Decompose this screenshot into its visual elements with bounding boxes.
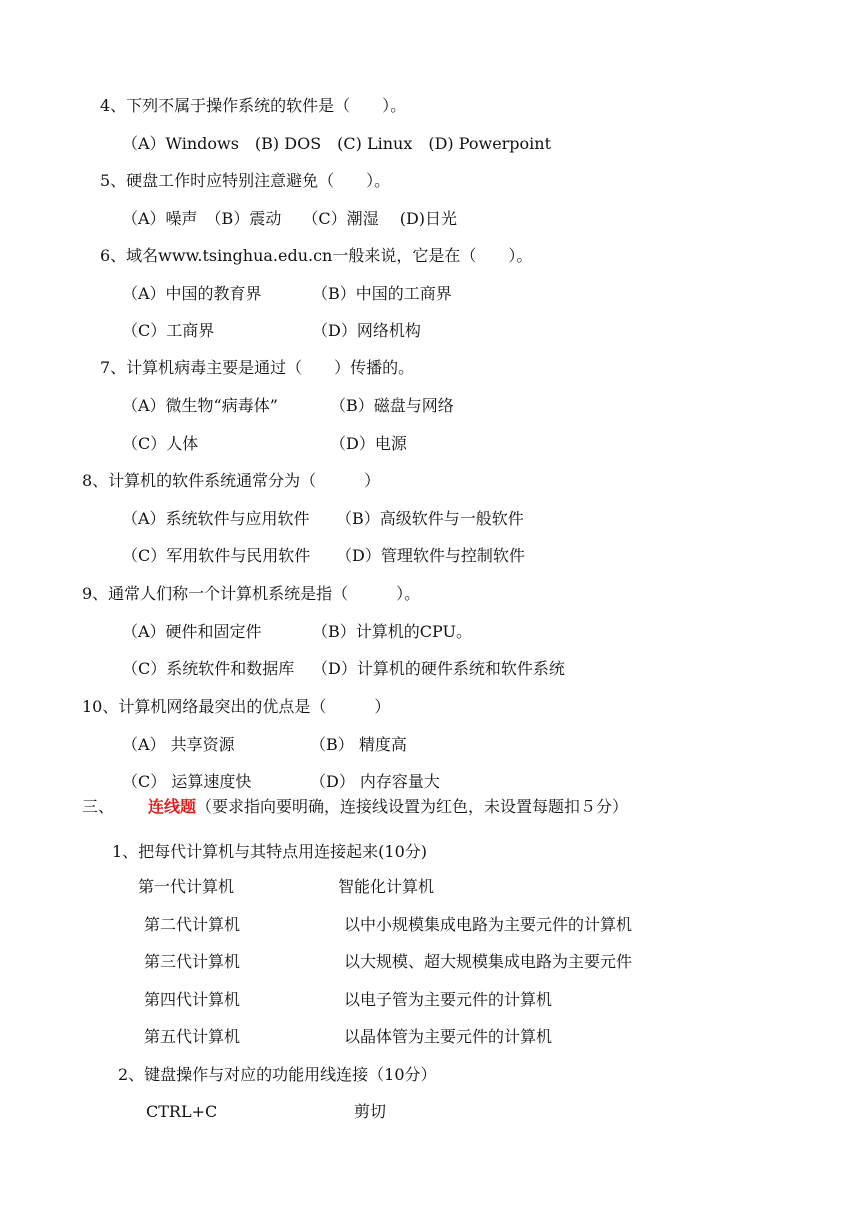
match1-right-3: 以大规模、超大规模集成电路为主要元件 xyxy=(344,952,633,971)
q6-option-c: （C）工商界 xyxy=(122,321,215,340)
q9-stem: 9、通常人们称一个计算机系统是指（ ）。 xyxy=(82,584,421,603)
q5-stem: 5、硬盘工作时应特别注意避免（ ）。 xyxy=(100,171,391,190)
q6-stem: 6、域名www.tsinghua.edu.cn一般来说，它是在（ ）。 xyxy=(100,246,533,265)
q6-option-b: （B）中国的工商界 xyxy=(312,284,452,303)
match2-right-1: 剪切 xyxy=(354,1102,387,1121)
match1-right-4: 以电子管为主要元件的计算机 xyxy=(344,990,553,1009)
match1-left-5: 第五代计算机 xyxy=(144,1027,241,1046)
q10-stem: 10、计算机网络最突出的优点是（ ） xyxy=(82,697,391,716)
q8-option-d: （D）管理软件与控制软件 xyxy=(336,546,525,565)
q7-option-d: （D）电源 xyxy=(330,434,407,453)
q8-stem: 8、计算机的软件系统通常分为（ ） xyxy=(82,471,381,490)
q10-option-d: （D） 内存容量大 xyxy=(310,772,440,791)
section3-number: 三、 xyxy=(82,797,115,816)
q4-stem: 4、下列不属于操作系统的软件是（ ）。 xyxy=(100,96,407,115)
match1-right-1: 智能化计算机 xyxy=(338,877,435,896)
q10-option-b: （B） 精度高 xyxy=(310,735,407,754)
section3-heading xyxy=(82,797,628,817)
q8-option-a: （A）系统软件与应用软件 xyxy=(122,509,310,528)
q7-option-a: （A）微生物“病毒体” xyxy=(122,396,278,415)
q6-option-d: （D）网络机构 xyxy=(312,321,421,340)
match1-left-2: 第二代计算机 xyxy=(144,915,241,934)
q10-option-c: （C） 运算速度快 xyxy=(122,772,252,791)
match2-left-1: CTRL+C xyxy=(146,1102,218,1121)
match1-left-4: 第四代计算机 xyxy=(144,990,241,1009)
q7-option-b: （B）磁盘与网络 xyxy=(330,396,454,415)
q7-option-c: （C）人体 xyxy=(122,434,199,453)
q4-options: （A）Windows (B) DOS (C) Linux (D) Powerpoint xyxy=(122,134,552,153)
match1-right-2: 以中小规模集成电路为主要元件的计算机 xyxy=(344,915,633,934)
q6-option-a: （A）中国的教育界 xyxy=(122,284,262,303)
match1-stem: 1、把每代计算机与其特点用连接起来(10分) xyxy=(112,842,428,861)
q9-option-a: （A）硬件和固定件 xyxy=(122,622,262,641)
q10-option-a: （A） 共享资源 xyxy=(122,735,235,754)
q9-option-c: （C）系统软件和数据库 xyxy=(122,659,295,678)
q8-option-b: （B）高级软件与一般软件 xyxy=(336,509,524,528)
q5-options: （A）噪声 （B）震动 （C）潮湿 (D)日光 xyxy=(122,209,458,228)
match1-right-5: 以晶体管为主要元件的计算机 xyxy=(344,1027,553,1046)
match1-left-1: 第一代计算机 xyxy=(138,877,235,896)
q9-option-b: （B）计算机的CPU。 xyxy=(312,622,472,641)
section3-title: 连线题 xyxy=(148,797,197,816)
q9-option-d: （D）计算机的硬件系统和软件系统 xyxy=(312,659,565,678)
q8-option-c: （C）军用软件与民用软件 xyxy=(122,546,311,565)
q7-stem: 7、计算机病毒主要是通过（ ）传播的。 xyxy=(100,358,415,377)
section3-note: （要求指向要明确，连接线设置为红色，未设置每题扣５分） xyxy=(196,797,629,816)
match2-stem: 2、键盘操作与对应的功能用线连接（10分） xyxy=(118,1065,437,1084)
match1-left-3: 第三代计算机 xyxy=(144,952,241,971)
